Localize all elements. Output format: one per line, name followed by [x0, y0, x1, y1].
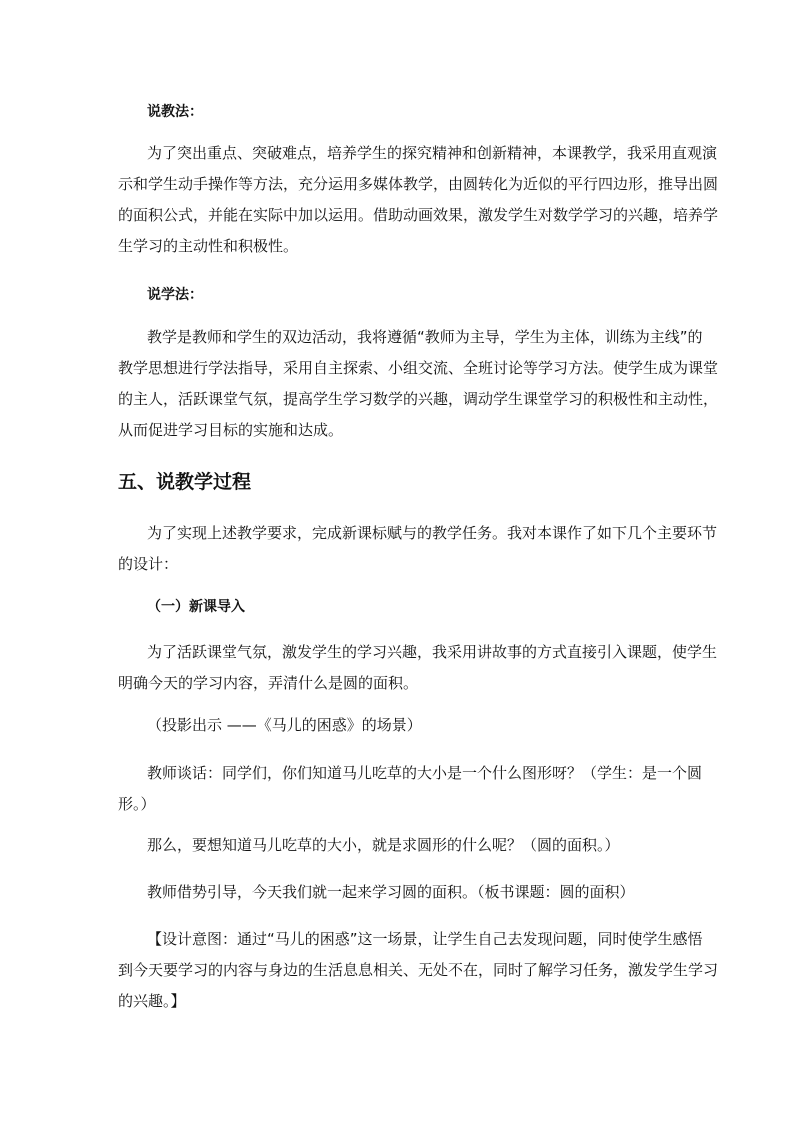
intro-paragraph — [118, 643, 718, 707]
paragraph-line: 示和学生动手操作等方法，充分运用多媒体教学，由圆转化为近似的平行四边形，推导出圆 — [118, 175, 719, 193]
teaching-method-paragraph — [118, 144, 719, 270]
subsection-heading: （一）新课导入 — [147, 599, 245, 615]
learning-method-paragraph — [118, 328, 719, 454]
section-intro-paragraph — [118, 524, 718, 588]
paragraph-line: 从而促进学习目标的实施和达成。 — [118, 421, 344, 439]
paragraph-line: 教学思想进行学法指导，采用自主探索、小组交流、全班讨论等学习方法。使学生成为课堂 — [118, 359, 719, 377]
teacher-talk-paragraph — [118, 764, 703, 828]
paragraph-line: 为了突出重点、突破难点，培养学生的探究精神和创新精神，本课教学，我采用直观演 — [147, 144, 718, 162]
paragraph-line: 的面积公式，并能在实际中加以运用。借助动画效果，激发学生对数学学习的兴趣，培养学 — [118, 206, 719, 224]
paragraph-line: 明确今天的学习内容，弄清什么是圆的面积。 — [118, 674, 419, 692]
paragraph-line: 的主人，活跃课堂气氛，提高学生学习数学的兴趣，调动学生课堂学习的积极性和主动性， — [118, 390, 719, 408]
paragraph-line: 教师谈话：同学们，你们知道马儿吃草的大小是一个什么图形呀？（学生：是一个圆 — [147, 764, 703, 782]
guide-line: 教师借势引导，今天我们就一起来学习圆的面积。（板书课题：圆的面积） — [147, 883, 635, 901]
paragraph-line: 形。） — [118, 795, 156, 813]
section-heading: 五、说教学过程 — [118, 471, 252, 493]
projection-note: （投影出示 ——《马儿的困惑》的场景） — [147, 716, 422, 734]
paragraph-line: 为了活跃课堂气氛，激发学生的学习兴趣，我采用讲故事的方式直接引入课题，使学生 — [147, 643, 718, 661]
paragraph-line: 教学是教师和学生的双边活动，我将遵循“教师为主导，学生为主体，训练为主线”的 — [147, 328, 703, 346]
question-line: 那么，要想知道马儿吃草的大小，就是求圆形的什么呢？（圆的面积。） — [147, 836, 620, 854]
learning-method-heading: 说学法： — [147, 287, 203, 303]
teaching-method-heading: 说教法： — [147, 104, 203, 120]
paragraph-line: 的兴趣。】 — [118, 992, 186, 1010]
paragraph-line: 生学习的主动性和积极性。 — [118, 237, 299, 255]
design-intent-paragraph — [118, 930, 719, 1025]
paragraph-line: 的设计： — [118, 555, 179, 573]
paragraph-line: 到今天要学习的内容与身边的生活息息相关、无处不在，同时了解学习任务，激发学生学习 — [118, 961, 719, 979]
paragraph-line: 为了实现上述教学要求，完成新课标赋与的教学任务。我对本课作了如下几个主要环节 — [147, 524, 718, 542]
paragraph-line: 【设计意图：通过“马儿的困惑”这一场景，让学生自己去发现问题，同时使学生感悟 — [147, 930, 703, 948]
